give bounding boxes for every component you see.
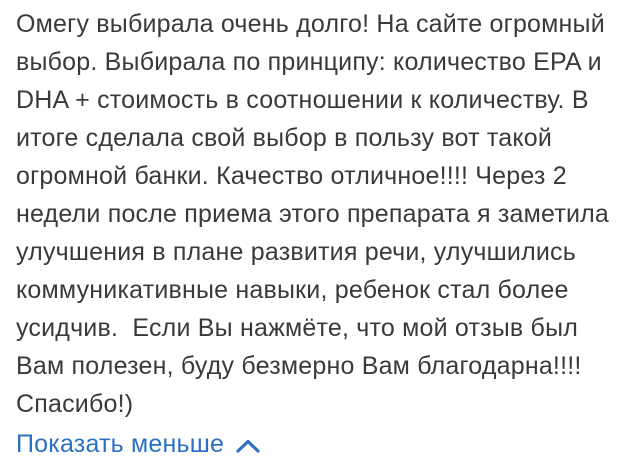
show-less-label: Показать меньше — [16, 430, 225, 458]
review-text-line: DHA + стоимость в соотношении к количеству. В — [16, 86, 589, 114]
review-text-line: выбор. Выбирала по принципу: количество EPA и — [16, 48, 602, 76]
show-less-link[interactable] — [16, 430, 260, 458]
review-text-line: недели после приема этого препарата я заметила — [16, 200, 610, 228]
review-text-line: итоге сделала свой выбор в пользу вот такой — [16, 124, 553, 152]
chevron-up-icon — [236, 435, 260, 454]
review-text-line: огромной банки. Качество отличное!!!! Через 2 — [16, 162, 567, 190]
review-text-line: Вам полезен, буду безмерно Вам благодарна!!!! — [16, 352, 582, 380]
review-text-line: Омегу выбирала очень долго! На сайте огромный — [16, 10, 605, 38]
review-text-line: Спасибо!) — [16, 390, 134, 418]
review-text-line: усидчив. Если Вы нажмёте, что мой отзыв был — [16, 314, 579, 342]
review-text-line: улучшения в плане развития речи, улучшились — [16, 238, 576, 266]
review-text — [16, 5, 626, 423]
review-text-line: коммуникативные навыки, ребенок стал более — [16, 276, 569, 304]
